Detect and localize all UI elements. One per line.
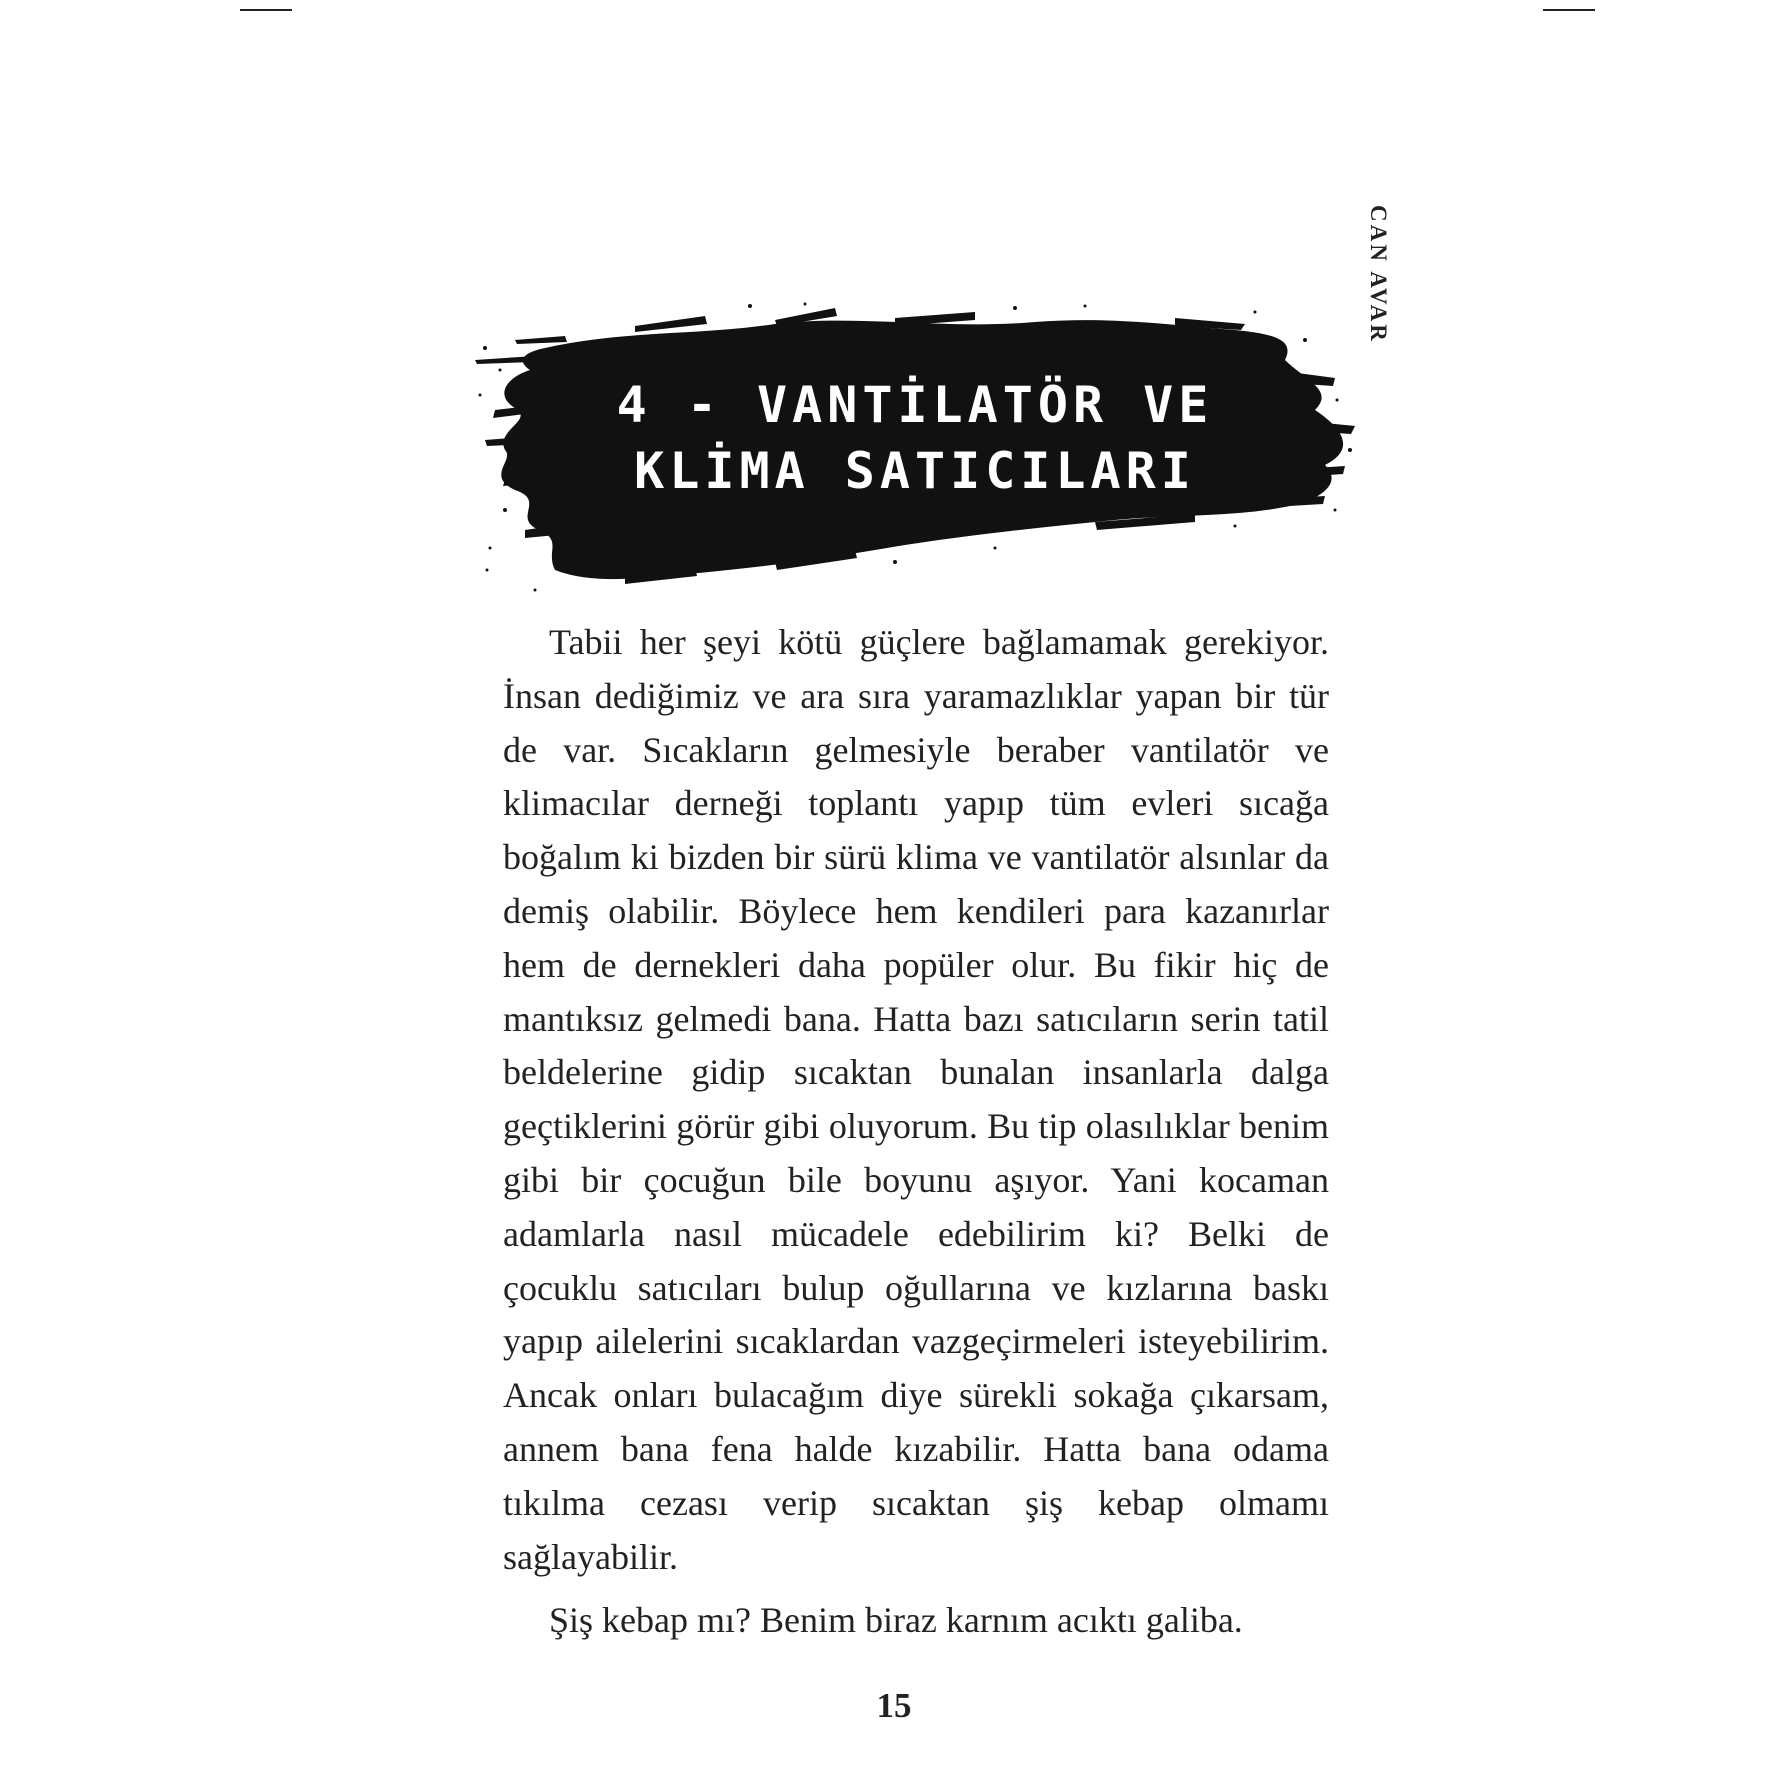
page-number: 15 xyxy=(876,1686,912,1725)
running-head-author: CAN AVAR xyxy=(1366,205,1391,344)
body-paragraph-2: Şiş kebap mı? Benim biraz karnım acıktı galiba. xyxy=(549,1600,1243,1641)
body-paragraph-1: Tabii her şeyi kötü güçlere bağlamamak gerekiyor. İnsan dediğimiz ve ara sıra yaramazlıklar yapan bir tür de var. Sıcakların gelmesiyle beraber vantilatör ve klimacılar derneği toplantı yapıp tüm evleri sıcağa boğalım ki bizden bir sürü klima ve vantilatör alsınlar da demiş olabilir. Böylece hem kendileri para kazanırlar hem de dernekleri daha popüler olur. Bu fikir hiç de mantıksız gelmedi bana. Hatta bazı satıcıların serin tatil beldelerine gidip sıcaktan bunalan insanlarla dalga geçtiklerini görür gibi oluyorum. Bu tip olasılıklar benim gibi bir çocuğun bile boyunu aşıyor. Yani kocaman adamlarla nasıl mücadele edebilirim ki? Belki de çocuklu satıcıları bulup oğullarına ve kızlarına baskı yapıp ailelerini sıcaklardan vazgeçirmeleri isteyebilirim. Ancak onları bulacağım diye sürekli sokağa çıkarsam, annem bana fena halde kızabilir. Hatta bana odama tıkılma cezası verip sıcaktan şiş kebap olmamı sağlayabilir. xyxy=(503,622,1329,1577)
chapter-title xyxy=(555,372,1275,504)
crop-mark-right xyxy=(1543,9,1595,11)
chapter-title-line-1: 4 - VANTİLATÖR VE xyxy=(616,376,1214,434)
chapter-title-line-2: KLİMA SATICILARI xyxy=(634,442,1196,500)
chapter-body xyxy=(503,616,1329,1648)
crop-mark-left xyxy=(240,9,292,11)
chapter-heading xyxy=(475,300,1355,600)
